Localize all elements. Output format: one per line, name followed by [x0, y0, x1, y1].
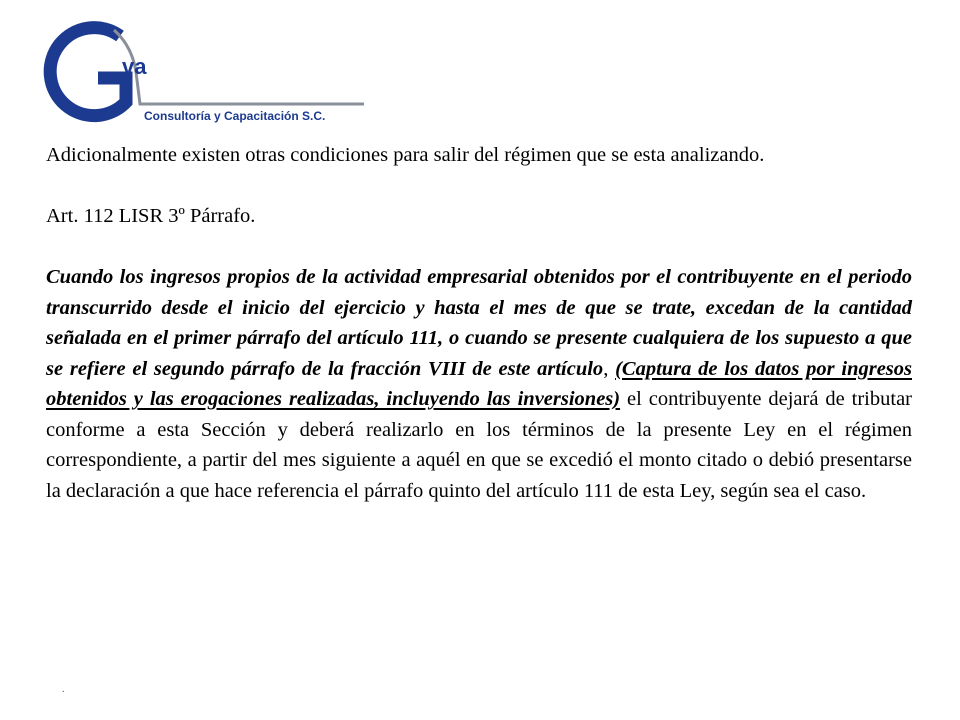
logo-g-shape — [50, 28, 126, 116]
article-underlined-note: (Captura de los datos por ingresos obtenidos y las erogaciones realizadas, incluyendo las inversiones) — [46, 357, 912, 410]
logo-graphic — [28, 16, 368, 128]
footer-mark: . — [62, 684, 65, 695]
article-heading: Art. 112 LISR 3º Párrafo. — [46, 205, 256, 227]
spacer — [46, 232, 912, 263]
article-paragraph — [46, 262, 912, 506]
article-quote-emphasis: Cuando los ingresos propios de la actividad empresarial obtenidos por el contribuyente en el periodo transcurrido desde el inicio del ejercicio y hasta el mes de que se trate, excedan de la cantidad señalada en el primer párrafo del artículo 111, o cuando se presente cualquiera de los supuesto a que se refiere el segundo párrafo de la fracción VIII de este artículo — [46, 266, 912, 380]
intro-paragraph: Adicionalmente existen otras condiciones para salir del régimen que se esta analizando. — [46, 144, 765, 166]
logo-swoosh — [114, 30, 364, 104]
spacer — [46, 171, 912, 202]
document-body — [46, 140, 912, 506]
article-comma: , — [603, 357, 616, 380]
article-rest: el contribuyente dejará de tributar conforme a esta Sección y deberá realizarlo en los términos de la presente Ley en el régimen correspondiente, a partir del mes siguiente a aquél en que se excedió el monto citado o debió presentarse la declaración a que hace referencia el párrafo quinto del artículo 111 de esta Ley, según sea el caso. — [46, 388, 912, 502]
company-logo — [28, 16, 368, 128]
logo-company-name: Consultoría y Capacitación S.C. — [144, 109, 326, 123]
logo-letters: va — [122, 54, 147, 79]
